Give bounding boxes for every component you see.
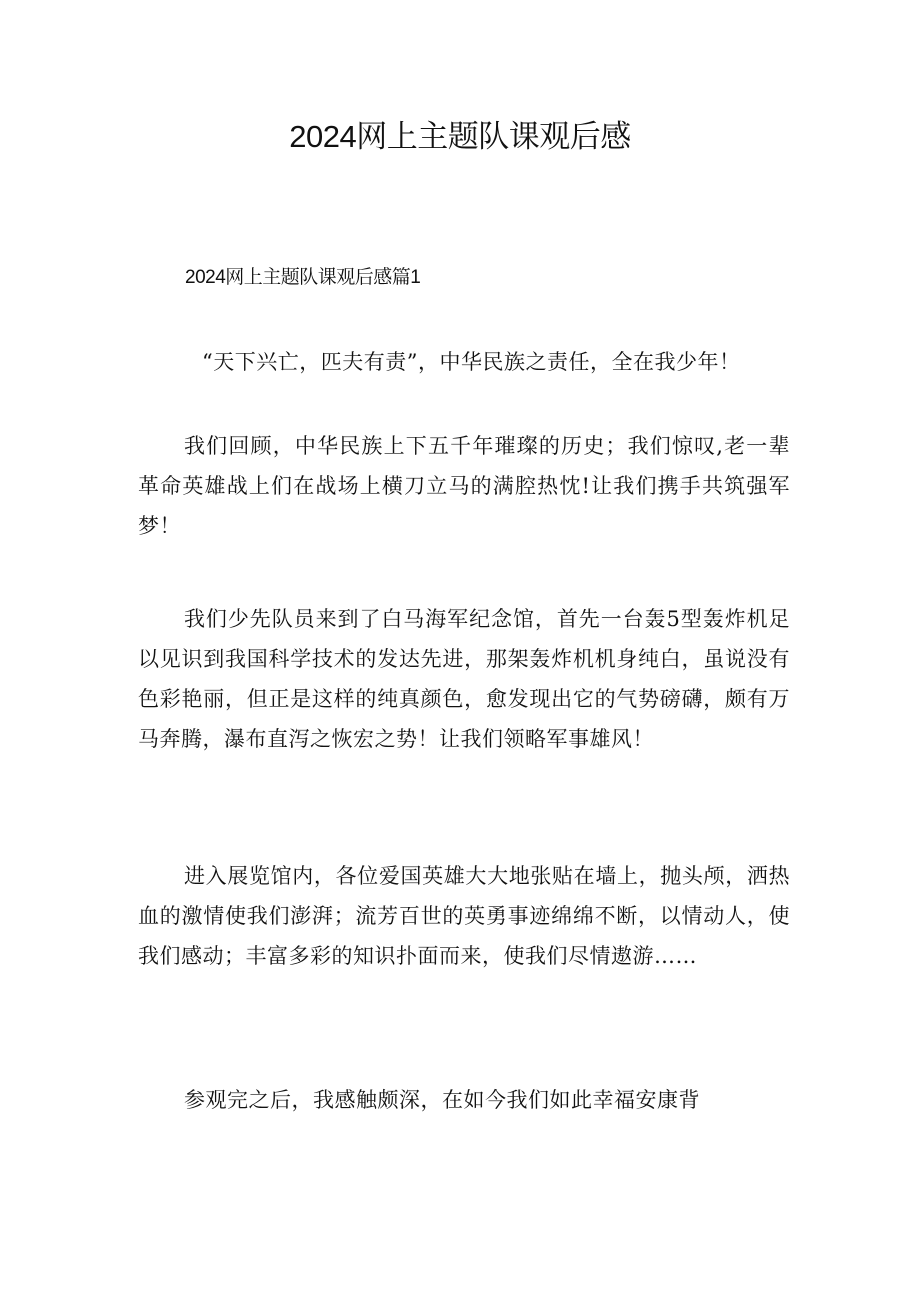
document-title: 2024网上主题队课观后感 <box>289 119 631 154</box>
paragraph: “天下兴亡，匹夫有责”，中华民族之责任，全在我少年！ <box>202 350 741 374</box>
section-heading: 2024网上主题队课观后感篇1 <box>185 267 421 288</box>
paragraph: 进入展览馆内，各位爱国英雄大大地张贴在墙上，抛头颅，洒热血的激情使我们澎湃；流芳百世的英勇事迹绵绵不断，以情动人，使我们感动；丰富多彩的知识扑面而来，使我们尽情遨游…… <box>138 864 790 968</box>
paragraph: 我们少先队员来到了白马海军纪念馆，首先一台轰5型轰炸机足以见识到我国科学技术的发达先进，那架轰炸机机身纯白，虽说没有色彩艳丽，但正是这样的纯真颜色，愈发现出它的气势磅礴，颇有万马奔腾，瀑布直泻之恢宏之势！让我们领略军事雄风！ <box>138 607 790 751</box>
paragraph: 参观完之后，我感触颇深，在如今我们如此幸福安康背 <box>184 1088 700 1112</box>
paragraph: 我们回顾，中华民族上下五千年璀璨的历史；我们惊叹,老一辈革命英雄战上们在战场上横刀立马的满腔热忱!让我们携手共筑强军梦！ <box>138 434 790 538</box>
